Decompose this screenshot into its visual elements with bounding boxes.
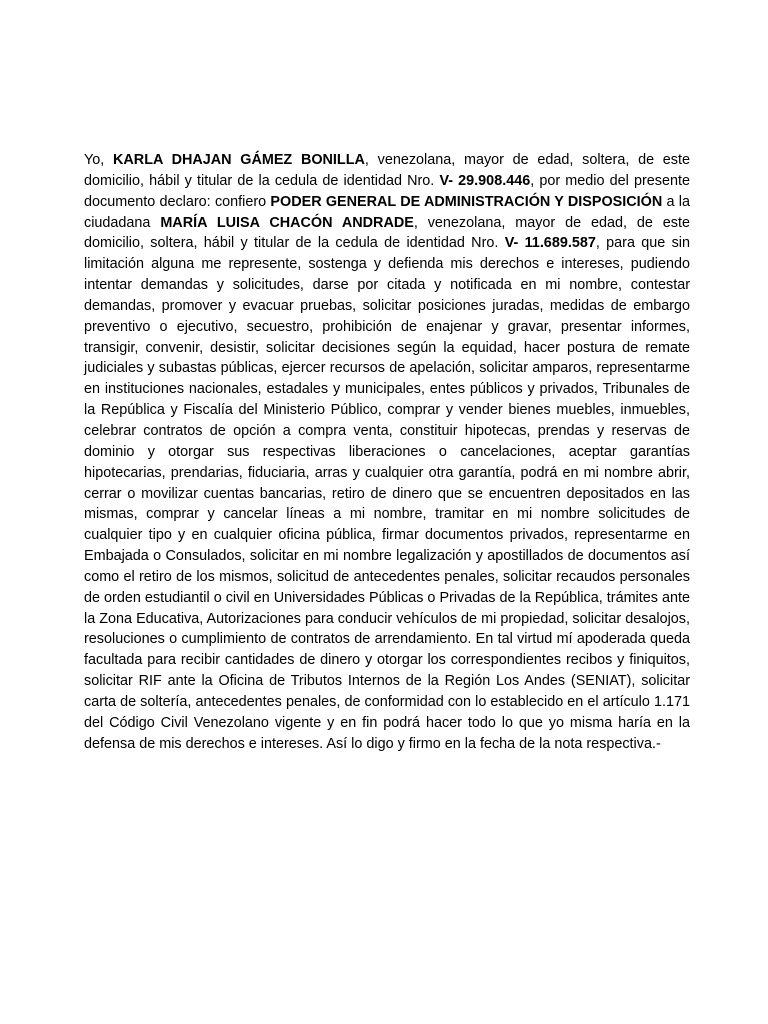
grantor-name: KARLA DHAJAN GÁMEZ BONILLA — [113, 152, 365, 168]
text-run: , para que sin limitación alguna me represente, sostenga y defienda mis derechos e intereses, pudiendo intentar demandas y solicitudes, darse por citada y notificada en mi nombre, contestar demandas, promover y evacuar pruebas, solicitar posiciones juradas, medidas de embargo preventivo o ejecutivo, secuestro, prohibición de enajenar y gravar, presentar informes, transigir, convenir, desistir, solicitar decisiones según la equidad, hacer postura de remate judiciales y subastas públicas, ejercer recursos de apelación, solicitar amparos, representarme en instituciones nacionales, estadales y municipales, entes públicos y privados, Tribunales de la República y Fiscalía del Ministerio Público, comprar y vender bienes muebles, inmuebles, celebrar contratos de opción a compra venta, constituir hipotecas, prendas y reservas de dominio y otorgar sus respectivas liberaciones o cancelaciones, aceptar garantías hipotecarias, prendarias, fiduciaria, arras y cualquier otra garantía, podrá en mi nombre abrir, cerrar o movilizar cuentas bancarias, retiro de dinero que se encuentren depositados en las mismas, comprar y cancelar líneas a mi nombre, tramitar en mi nombre solicitudes de cualquier tipo y en cualquier oficina pública, firmar documentos privados, representarme en Embajada o Consulados, solicitar en mi nombre legalización y apostillados de documentos así como el retiro de los mismos, solicitud de antecedentes penales, solicitar recaudos personales de orden estudiantil o civil en Universidades Públicas o Privadas de la República, trámites ante la Zona Educativa, Autorizaciones para conducir vehículos de mi propiedad, solicitar desalojos, resoluciones o cumplimiento de contratos de arrendamiento. En tal virtud mí apoderada queda facultada para recibir cantidades de dinero y otorgar los correspondientes recibos y finiquitos, solicitar RIF ante la Oficina de Tributos Internos de la Región Los Andes (SENIAT), solicitar carta de soltería, antecedentes penales, de conformidad con lo establecido en el artículo 1.171 del Código Civil Venezolano vigente y en fin podrá hacer todo lo que yo misma haría en la defensa de mis derechos e intereses. Así lo digo y firmo en la fecha de la nota respectiva.- — [84, 235, 691, 752]
power-type: PODER GENERAL DE ADMINISTRACIÓN Y DISPOSICIÓN — [270, 193, 663, 210]
text-run: a la ciudadana — [84, 193, 691, 231]
text-run: , por medio del presente documento declaro: confiero — [84, 172, 690, 210]
text-run: , venezolana, mayor de edad, de este domicilio, soltera, hábil y titular de la cedula de identidad Nro. — [84, 214, 690, 252]
text-run: Yo, — [84, 152, 114, 168]
text-run: , venezolana, mayor de edad, soltera, de este domicilio, hábil y titular de la cedula de identidad Nro. — [84, 152, 691, 189]
power-of-attorney-paragraph — [84, 150, 690, 754]
grantor-id-number: V- 29.908.446 — [439, 172, 531, 189]
attorney-name: MARÍA LUISA CHACÓN ANDRADE — [160, 214, 414, 231]
attorney-id-number: V- 11.689.587 — [504, 235, 596, 252]
